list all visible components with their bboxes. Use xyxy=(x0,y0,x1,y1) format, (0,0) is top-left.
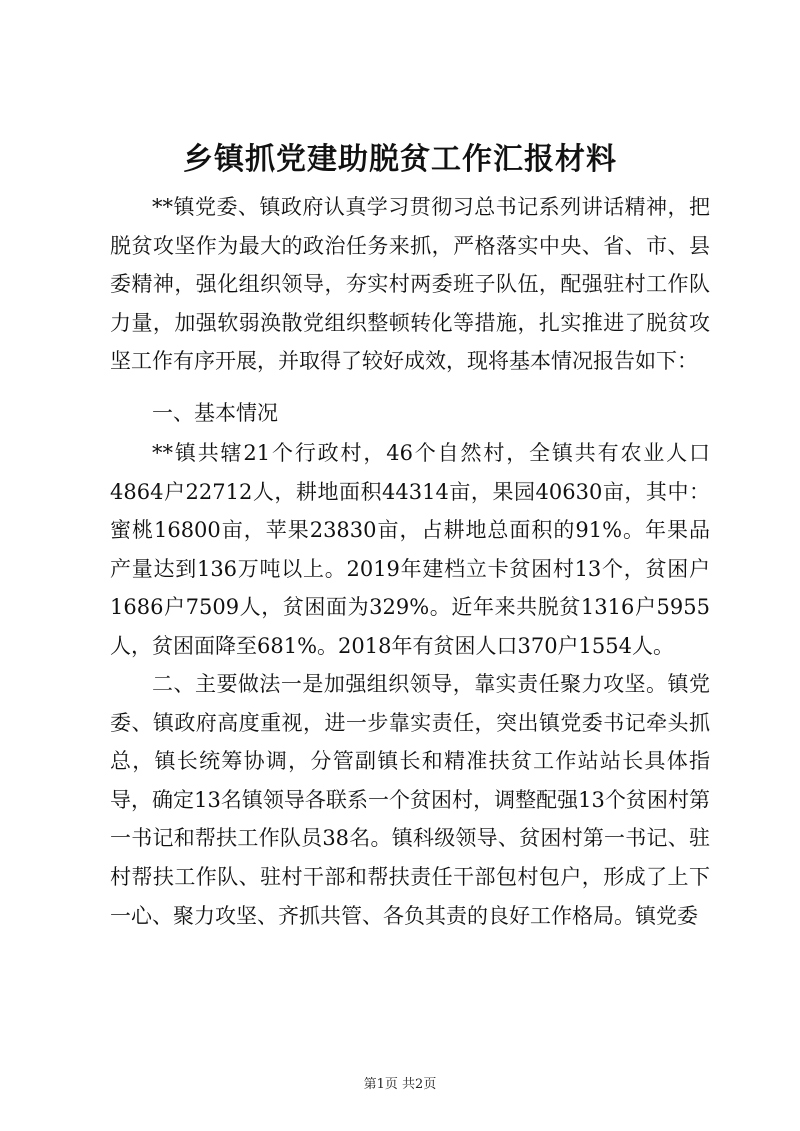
page-footer: 第1页 共2页 xyxy=(363,1077,437,1092)
intro-paragraph: **镇党委、镇政府认真学习贯彻习总书记系列讲话精神，把脱贫攻坚作为最大的政治任务来抓，严格落实中央、省、市、县委精神，强化组织领导，夯实村两委班子队伍，配强驻村工作队力量，加强软弱涣散党组织整顿转化等措施，扎实推进了脱贫攻坚工作有序开展，并取得了较好成效，现将基本情况报告如下： xyxy=(110,195,710,374)
main-practices-paragraph: 二、主要做法一是加强组织领导，靠实责任聚力攻坚。镇党委、镇政府高度重视，进一步靠实责任，突出镇党委书记牵头抓总，镇长统筹协调，分管副镇长和精准扶贫工作站站长具体指导，确定13名镇领导各联系一个贫困村，调整配强13个贫困村第一书记和帮扶工作队员38名。镇科级领导、贫困村第一书记、驻村帮扶工作队、驻村干部和帮扶责任干部包村包户，形成了上下一心、聚力攻坚、齐抓共管、各负其责的良好工作格局。镇党委 xyxy=(110,672,710,928)
section-heading-basic-situation: 一、基本情况 xyxy=(152,401,278,425)
document-title: 乡镇抓党建助脱贫工作汇报材料 xyxy=(183,142,617,177)
basic-situation-paragraph: **镇共辖21个行政村，46个自然村，全镇共有农业人口4864户22712人，耕地面积44314亩，果园40630亩，其中：蜜桃16800亩，苹果23830亩，占耕地总面积的91%。年果品产量达到136万吨以上。2019年建档立卡贫困村13个，贫困户1686户7509人，贫困面为329%。近年来共脱贫1316户5955人，贫困面降至681%。2018年有贫困人口370户1554人。 xyxy=(110,441,710,658)
